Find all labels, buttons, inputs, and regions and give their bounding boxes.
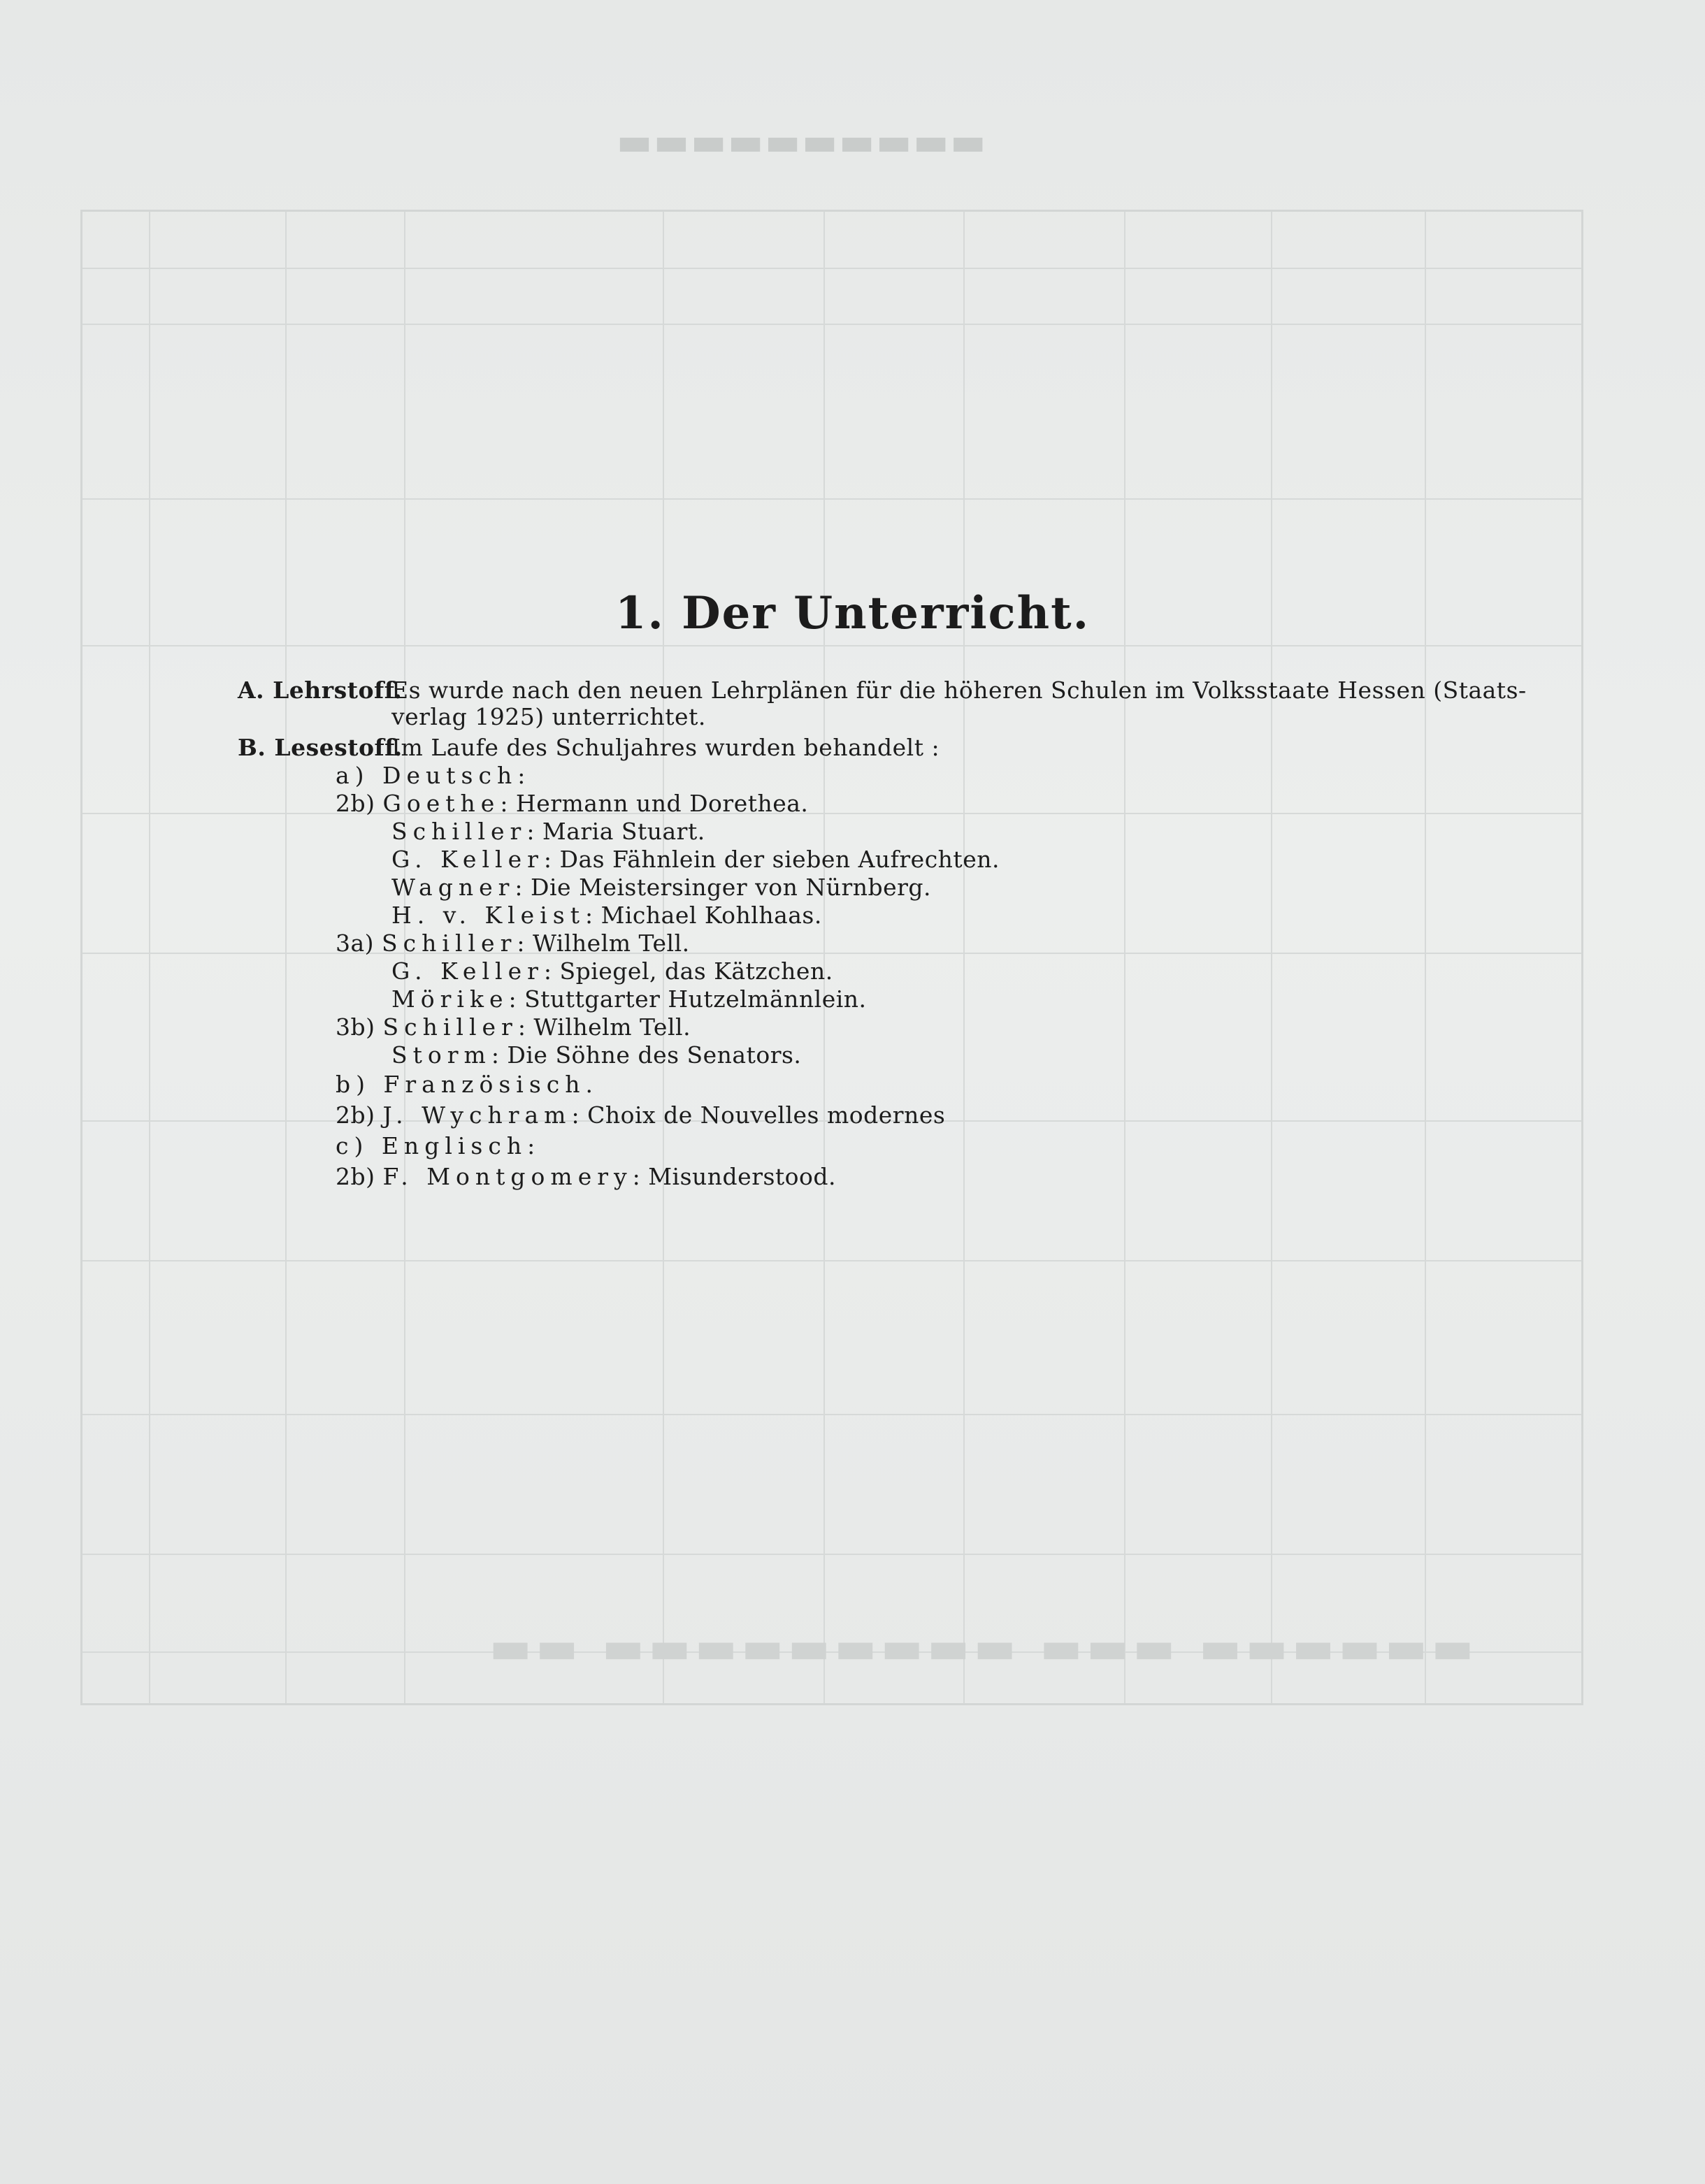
reading-list-item: 2b) F. Montgomery: Misunderstood. bbox=[336, 1163, 837, 1190]
lesestoff-paragraph bbox=[238, 734, 940, 762]
author-name: Wagner bbox=[391, 874, 515, 901]
reading-list-item: 2b) J. Wychram: Choix de Nouvelles modernes bbox=[336, 1101, 946, 1129]
reading-list-item: 3b) Schiller: Wilhelm Tell. bbox=[336, 1013, 691, 1041]
reading-list-item: Storm: Die Söhne des Senators. bbox=[391, 1041, 802, 1069]
class-label: 2b) bbox=[336, 790, 375, 817]
lesestoff-intro: Im Laufe des Schuljahres wurden behandelt : bbox=[391, 734, 940, 761]
work-title: Maria Stuart. bbox=[542, 818, 705, 845]
lehrstoff-paragraph-continued bbox=[391, 703, 706, 731]
section-title: 1. Der Unterricht. bbox=[614, 587, 1091, 639]
author-name: Schiller bbox=[382, 930, 517, 957]
reading-list-item: 3a) Schiller: Wilhelm Tell. bbox=[336, 930, 690, 957]
author-name: F. Montgomery bbox=[382, 1163, 633, 1190]
author-name: Schiller bbox=[391, 818, 527, 845]
lesestoff-label: B. Lesestoff. bbox=[238, 734, 403, 761]
class-label: 3a) bbox=[336, 930, 375, 957]
subject-heading-franzoesisch: b) Französisch. bbox=[336, 1071, 598, 1098]
author-name: J. Wychram bbox=[382, 1101, 572, 1129]
work-title: Michael Kohlhaas. bbox=[600, 902, 822, 929]
class-label: 2b) bbox=[336, 1101, 375, 1129]
lehrstoff-text-line1: Es wurde nach den neuen Lehrplänen für die höheren Schulen im Volksstaate Hessen (Staats- bbox=[391, 677, 1527, 704]
work-title: Das Fähnlein der sieben Aufrechten. bbox=[559, 846, 1000, 873]
work-title: Hermann und Dorethea. bbox=[515, 790, 809, 817]
bleedthrough-heading: ▬▬▬▬▬▬▬▬▬▬ bbox=[615, 119, 986, 164]
work-title: Wilhelm Tell. bbox=[533, 1013, 691, 1041]
work-title: Misunderstood. bbox=[648, 1163, 837, 1190]
subject-heading-englisch: c) Englisch: bbox=[336, 1132, 541, 1159]
author-name: H. v. Kleist bbox=[391, 902, 585, 929]
reading-list-item: Mörike: Stuttgarter Hutzelmännlein. bbox=[391, 985, 867, 1013]
author-name: G. Keller bbox=[391, 846, 544, 873]
lehrstoff-text-line2: verlag 1925) unterrichtet. bbox=[391, 703, 706, 730]
reading-list-item: G. Keller: Spiegel, das Kätzchen. bbox=[391, 957, 833, 985]
reading-list-item: G. Keller: Das Fähnlein der sieben Aufrechten. bbox=[391, 846, 1000, 873]
author-name: Schiller bbox=[382, 1013, 518, 1041]
reading-list-item: 2b) Goethe: Hermann und Dorethea. bbox=[336, 790, 809, 817]
work-title: Choix de Nouvelles modernes bbox=[587, 1101, 946, 1129]
class-label: 3b) bbox=[336, 1013, 375, 1041]
work-title: Spiegel, das Kätzchen. bbox=[559, 957, 833, 985]
work-title: Die Söhne des Senators. bbox=[507, 1041, 802, 1069]
author-name: G. Keller bbox=[391, 957, 544, 985]
author-name: Goethe bbox=[382, 790, 501, 817]
reading-list-item: Schiller: Maria Stuart. bbox=[391, 818, 705, 845]
reading-list-item: H. v. Kleist: Michael Kohlhaas. bbox=[391, 902, 822, 929]
bleedthrough-section-heading: ▬▬ ▬▬▬▬▬▬▬▬▬ ▬▬▬ ▬▬▬▬▬▬ bbox=[489, 1621, 1479, 1674]
author-name: Storm bbox=[391, 1041, 491, 1069]
work-title: Stuttgarter Hutzelmännlein. bbox=[524, 985, 867, 1013]
lehrstoff-label: A. Lehrstoff. bbox=[238, 677, 403, 704]
subject-heading-deutsch: a) Deutsch: bbox=[336, 762, 531, 789]
class-label: 2b) bbox=[336, 1163, 375, 1190]
lehrstoff-paragraph bbox=[238, 677, 1545, 704]
reading-list-item: Wagner: Die Meistersinger von Nürnberg. bbox=[391, 874, 932, 901]
work-title: Wilhelm Tell. bbox=[532, 930, 690, 957]
work-title: Die Meistersinger von Nürnberg. bbox=[531, 874, 932, 901]
author-name: Mörike bbox=[391, 985, 509, 1013]
